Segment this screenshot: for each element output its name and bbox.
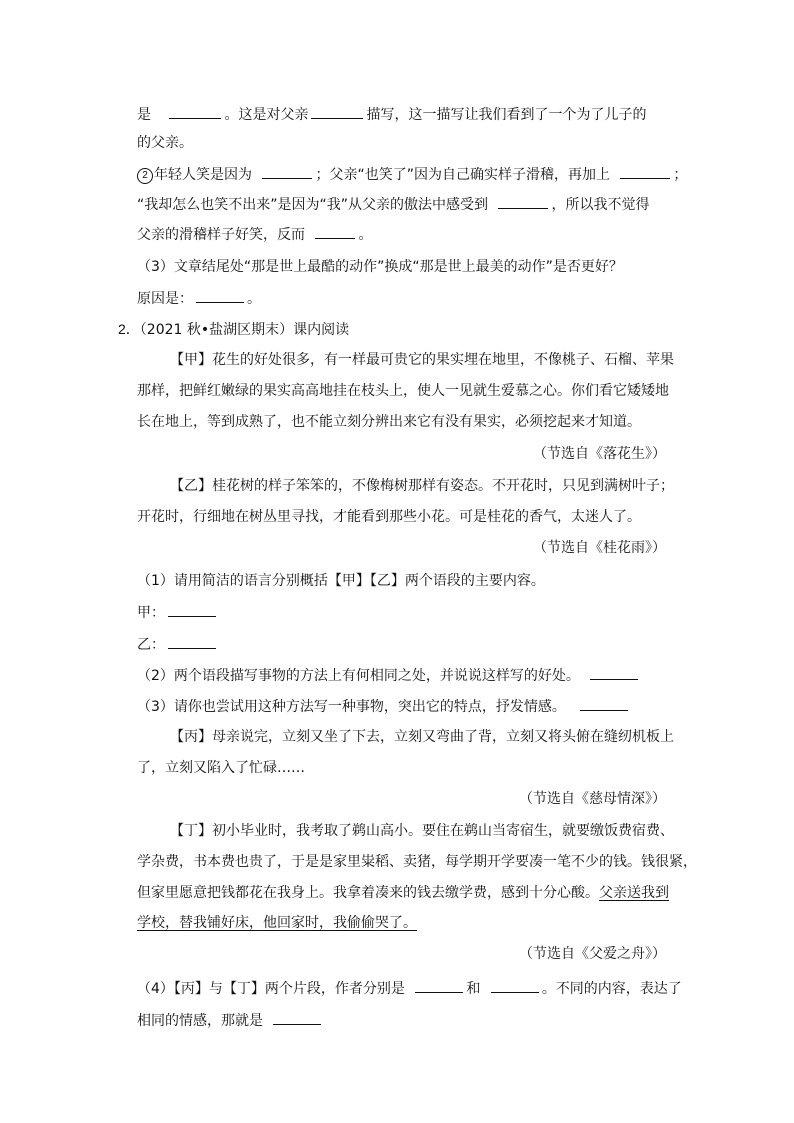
q1-sub3-answer-label: 原因是：	[137, 291, 193, 307]
answer-line-yi	[137, 633, 219, 655]
answer-blank[interactable]	[498, 193, 548, 209]
answer-blank[interactable]	[262, 163, 312, 179]
answer-blank[interactable]	[580, 695, 628, 711]
passage-ding-line-3	[137, 883, 669, 903]
passage-bing-source: （节选自《慈母情深》）	[519, 791, 666, 807]
q1-line3-text-a: 年轻人笑是因为	[154, 167, 252, 183]
passage-bing-line-2: 了，立刻又陷入了忙碌……	[137, 760, 305, 776]
question-source: （2021 秋•盐湖区期末）课内阅读	[139, 322, 350, 338]
sub-question-4	[137, 977, 682, 999]
q1-line5-text-b: 。	[358, 227, 373, 243]
q1-line3-text-c: ；	[673, 167, 688, 183]
q1-line-4	[137, 193, 649, 215]
q1-sub2-line	[137, 163, 687, 185]
q1-line-1	[137, 103, 646, 125]
sub-question-4-text-d: 相同的情感，那就是	[137, 1013, 263, 1029]
passage-ding-line-3-text: 但家里愿意把钱都花在我身上。我拿着凑来的钱去缴学费，感到十分心酸。	[137, 885, 599, 901]
answer-blank[interactable]	[620, 163, 670, 179]
passage-ding-source: （节选自《父爱之舟》）	[519, 946, 666, 962]
underlined-sentence: 父亲送我到	[599, 885, 669, 901]
q1-sub3-answer-end: 。	[247, 291, 261, 307]
answer-blank[interactable]	[168, 633, 216, 649]
q1-line4-text-b: ，所以我不觉得	[551, 197, 650, 213]
sub-question-4-text-c: 。不同的内容，表达了	[541, 981, 682, 997]
answer-blank[interactable]	[273, 1009, 321, 1025]
q1-line1-text-c: 描写，这一描写让我们看到了一个为了儿子的	[366, 107, 647, 123]
q1-line1-text-a: 是	[137, 107, 151, 123]
passage-jia-line-3: 长在地上，等到成熟了，也不能立刻分辨出来它有没有果实，必须挖起来才知道。	[137, 414, 641, 430]
answer-blank[interactable]	[168, 601, 216, 617]
passage-ding-line-2: 学杂费，书本费也贵了，于是是家里粜稻、卖猪，每学期开学要凑一笔不少的钱。钱很紧，	[137, 854, 697, 870]
answer-line-jia	[137, 601, 219, 623]
sub-question-2-text: （2）两个语段描写事物的方法上有何相同之处，并说说这样写的好处。	[137, 668, 580, 684]
circled-number: 2	[137, 168, 153, 184]
answer-blank[interactable]	[315, 223, 355, 239]
sub-question-4-line-2	[137, 1009, 324, 1031]
q1-line-2: 的父亲。	[137, 135, 193, 151]
question-number: 2．	[118, 321, 140, 337]
passage-yi-line-1: 【乙】桂花树的样子笨笨的，不像梅树那样有姿态。不开花时，只见到满树叶子；	[170, 478, 674, 494]
question-2-header	[118, 319, 349, 340]
answer-label-jia: 甲：	[137, 605, 165, 621]
passage-ding-line-4-underlined: 学校，替我铺好床，他回家时，我偷偷哭了。	[137, 915, 417, 931]
q1-line5-text-a: 父亲的滑稽样子好笑，反而	[137, 227, 305, 243]
q1-line3-text-b: ；父亲“也笑了”因为自己确实样子滑稽，再加上	[315, 167, 610, 183]
sub-question-3	[137, 695, 631, 717]
answer-label-yi: 乙：	[137, 637, 165, 653]
passage-ding-line-1: 【丁】初小毕业时，我考取了鹈山高小。要住在鹈山当寄宿生，就要缴饭费宿费、	[170, 823, 674, 839]
answer-blank[interactable]	[196, 287, 244, 303]
sub-question-1: （1）请用简洁的语言分别概括【甲】【乙】两个语段的主要内容。	[137, 573, 545, 589]
q1-sub3-answer-line	[137, 287, 261, 309]
answer-blank[interactable]	[169, 103, 221, 119]
sub-question-2	[137, 664, 641, 686]
answer-blank[interactable]	[311, 103, 363, 119]
passage-jia-line-2: 那样，把鲜红嫩绿的果实高高地挂在枝头上，使人一见就生爱慕之心。你们看它矮矮地	[137, 383, 669, 399]
sub-question-4-text-b: 和	[466, 981, 481, 997]
passage-yi-source: （节选自《桂花雨》）	[533, 540, 666, 556]
q1-line1-text-b: 。这是对父亲	[224, 107, 309, 123]
q1-sub3-line: （3）文章结尾处“那是世上最酷的动作”换成“那是世上最美的动作”是否更好？	[137, 259, 623, 275]
sub-question-4-text-a: （4）【丙】与【丁】两个片段，作者分别是	[137, 981, 405, 997]
passage-bing-line-1: 【丙】母亲说完，立刻又坐了下去，立刻又弯曲了背，立刻又将头俯在缝纫机板上	[170, 729, 674, 745]
passage-jia-line-1: 【甲】花生的好处很多，有一样最可贵它的果实埋在地里，不像桃子、石榴、苹果	[170, 352, 674, 368]
answer-blank[interactable]	[491, 977, 539, 993]
sub-question-3-text: （3）请你也尝试用这种方法写一种事物，突出它的特点，抒发情感。	[137, 699, 566, 715]
answer-blank[interactable]	[415, 977, 463, 993]
passage-jia-source: （节选自《落花生》）	[533, 446, 666, 462]
answer-blank[interactable]	[590, 664, 638, 680]
q1-line-5	[137, 223, 372, 245]
passage-yi-line-2: 开花时，行细地在树丛里寻找，才能看到那些小花。可是桂花的香气，太迷人了。	[137, 509, 641, 525]
q1-line4-text-a: “我却怎么也笑不出来”是因为“我”从父亲的傲法中感受到	[137, 197, 489, 213]
